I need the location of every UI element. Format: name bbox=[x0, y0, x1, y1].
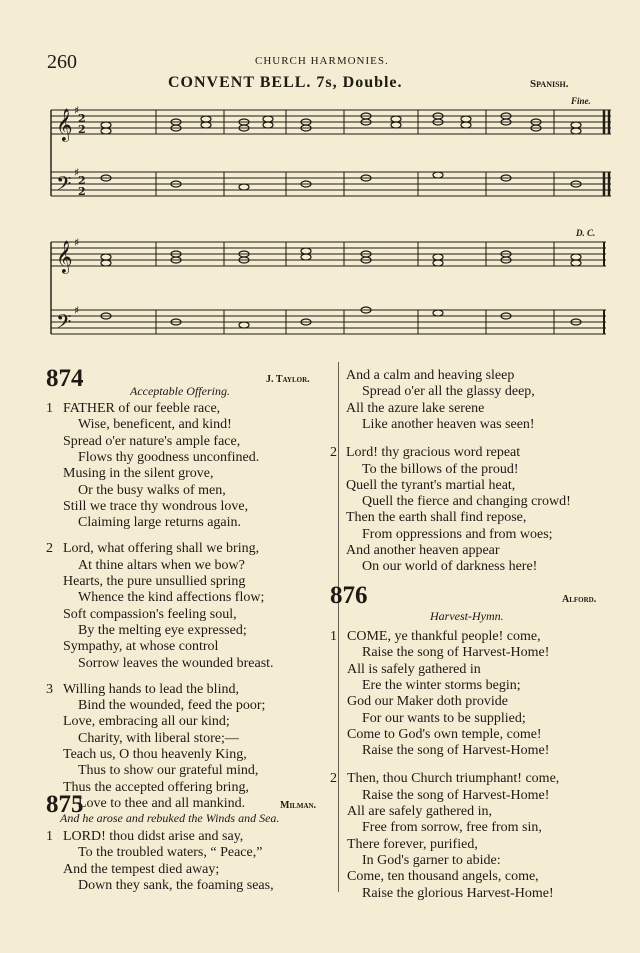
hymn-author-874: J. Taylor. bbox=[266, 374, 310, 385]
hymn-line: Bind the wounded, feed the poor; bbox=[78, 698, 266, 714]
hymn-line: Quell the tyrant's martial heat, bbox=[346, 477, 516, 493]
hymn-author-875: Milman. bbox=[280, 800, 317, 811]
hymn-line: Claiming large returns again. bbox=[78, 515, 242, 531]
hymn-line: All is safely gathered in bbox=[347, 661, 481, 677]
hymn-line: For our wants to be supplied; bbox=[362, 710, 526, 726]
staff-system-2-treble bbox=[51, 242, 606, 266]
hymn-line: Ere the winter storms begin; bbox=[362, 677, 521, 693]
svg-text:2: 2 bbox=[78, 123, 86, 136]
hymn-line: 3 Willing hands to lead the blind, bbox=[46, 681, 239, 697]
hymn-subtitle-875: And he arose and rebuked the Winds and Sea. bbox=[60, 811, 280, 825]
hymn-line: 1 LORD! thou didst arise and say, bbox=[46, 829, 244, 844]
hymn-line: 2 Lord! thy gracious word repeat bbox=[330, 445, 521, 461]
hymn-line: Come, ten thousand angels, come, bbox=[347, 869, 539, 885]
verse-number: 2 bbox=[46, 541, 53, 557]
svg-text:♯: ♯ bbox=[74, 104, 80, 117]
hymn-line: And another heaven appear bbox=[346, 543, 500, 558]
hymn-line: On our world of darkness here! bbox=[362, 559, 538, 575]
hymn-line: At thine altars when we bow? bbox=[78, 557, 245, 573]
hymn-line: Sympathy, at whose control bbox=[63, 639, 219, 655]
hymn-line: Flows thy goodness unconfined. bbox=[78, 449, 260, 465]
verse-number: 1 bbox=[46, 829, 53, 844]
hymn-line: Wise, beneficent, and kind! bbox=[78, 417, 232, 433]
hymn-line: 2 Then, thou Church triumphant! come, bbox=[330, 771, 560, 787]
staff-system-2-bass bbox=[51, 310, 606, 334]
hymn-line: All are safely gathered in, bbox=[347, 804, 492, 819]
column-divider bbox=[338, 362, 339, 892]
hymn-line: Soft compassion's feeling soul, bbox=[63, 606, 237, 622]
svg-text:♯: ♯ bbox=[74, 304, 80, 317]
hymn-subtitle-874: Acceptable Offering. bbox=[130, 384, 230, 398]
hymn-line: Spread o'er all the glassy deep, bbox=[362, 384, 535, 400]
tune-title: CONVENT BELL. 7s, Double. bbox=[168, 74, 403, 91]
hymn-line: Or the busy walks of men, bbox=[78, 482, 226, 498]
hymn-line: 2 Lord, what offering shall we bring, bbox=[46, 541, 260, 557]
hymn-line: Spread o'er nature's ample face, bbox=[63, 433, 241, 449]
hymn-line: Like another heaven was seen! bbox=[362, 416, 535, 432]
verse-number: 2 bbox=[330, 771, 337, 787]
hymn-line: Whence the kind affections flow; bbox=[78, 590, 265, 606]
hymn-line: To the troubled waters, “ Peace,” bbox=[78, 845, 263, 861]
hymn-line: Quell the fierce and changing crowd! bbox=[362, 494, 571, 510]
svg-text:♯: ♯ bbox=[74, 166, 80, 179]
staff-system-1-bass bbox=[51, 172, 611, 196]
hymn-line: God our Maker doth provide bbox=[347, 694, 508, 710]
hymn-line: And a calm and heaving sleep bbox=[346, 368, 515, 383]
hymn-line: Charity, with liberal store;— bbox=[78, 730, 239, 746]
staff-system-1-treble bbox=[51, 110, 611, 134]
svg-text:2: 2 bbox=[78, 174, 86, 187]
hymn-line: Raise the song of Harvest-Home! bbox=[362, 787, 550, 803]
dc-mark: D. C. bbox=[576, 228, 596, 238]
hymn-number-874: 874 bbox=[46, 365, 84, 392]
treble-clef-icon: 𝄞 bbox=[56, 108, 73, 141]
hymn-line: Sorrow leaves the wounded breast. bbox=[78, 655, 274, 671]
verse-number: 2 bbox=[330, 445, 337, 461]
hymn-line: Love to thee and all mankind. bbox=[78, 795, 246, 811]
hymn-line: To the billows of the proud! bbox=[362, 461, 519, 477]
hymn-line: Down they sank, the foaming seas, bbox=[78, 877, 274, 893]
verse-number: 1 bbox=[46, 401, 53, 416]
hymn-line: Teach us, O thou heavenly King, bbox=[63, 747, 247, 762]
hymn-line: Free from sorrow, free from sin, bbox=[362, 820, 542, 836]
hymn-line: Still we trace thy wondrous love, bbox=[63, 498, 249, 514]
svg-text:♯: ♯ bbox=[74, 236, 80, 249]
svg-text:𝄞: 𝄞 bbox=[56, 240, 73, 273]
hymn-line: Raise the glorious Harvest-Home! bbox=[362, 885, 554, 901]
page-number: 260 bbox=[47, 51, 77, 73]
hymn-line: Come to God's own temple, come! bbox=[347, 726, 542, 742]
verse-number: 3 bbox=[46, 681, 53, 697]
fine-mark: Fine. bbox=[571, 96, 591, 106]
hymn-subtitle-876: Harvest-Hymn. bbox=[430, 609, 504, 623]
music-score bbox=[46, 92, 616, 352]
hymn-line: Love, embracing all our kind; bbox=[63, 714, 230, 730]
hymn-line: And the tempest died away; bbox=[63, 861, 220, 877]
hymn-line: From oppressions and from woes; bbox=[362, 526, 553, 542]
hymn-line: Thus to show our grateful mind, bbox=[78, 763, 259, 779]
hymn-line: All the azure lake serene bbox=[346, 400, 485, 416]
svg-text:2: 2 bbox=[78, 185, 86, 198]
hymn-line: In God's garner to abide: bbox=[362, 852, 501, 868]
hymn-author-876: Alford. bbox=[562, 594, 597, 605]
hymn-line: 1 FATHER of our feeble race, bbox=[46, 401, 221, 416]
hymn-line: Musing in the silent grove, bbox=[63, 466, 214, 482]
hymn-line: Raise the song of Harvest-Home! bbox=[362, 645, 550, 661]
running-title: CHURCH HARMONIES. bbox=[255, 55, 389, 67]
hymn-line: 1 COME, ye thankful people! come, bbox=[330, 629, 541, 644]
hymn-line: Then the earth shall find repose, bbox=[346, 510, 527, 526]
hymn-line: By the melting eye expressed; bbox=[78, 622, 247, 638]
hymn-line: Raise the song of Harvest-Home! bbox=[362, 743, 550, 759]
hymn-line: Hearts, the pure unsullied spring bbox=[63, 574, 246, 589]
svg-text:2: 2 bbox=[78, 112, 86, 125]
verse-number: 1 bbox=[330, 629, 337, 644]
svg-text:𝄢: 𝄢 bbox=[56, 310, 72, 338]
hymn-number-876: 876 bbox=[330, 582, 368, 609]
hymn-line: There forever, purified, bbox=[347, 836, 478, 852]
tune-source: Spanish. bbox=[530, 78, 569, 90]
hymn-number-875: 875 bbox=[46, 791, 84, 818]
hymn-line: Thus the accepted offering bring, bbox=[63, 779, 249, 795]
bass-clef-icon: 𝄢 bbox=[56, 172, 72, 200]
